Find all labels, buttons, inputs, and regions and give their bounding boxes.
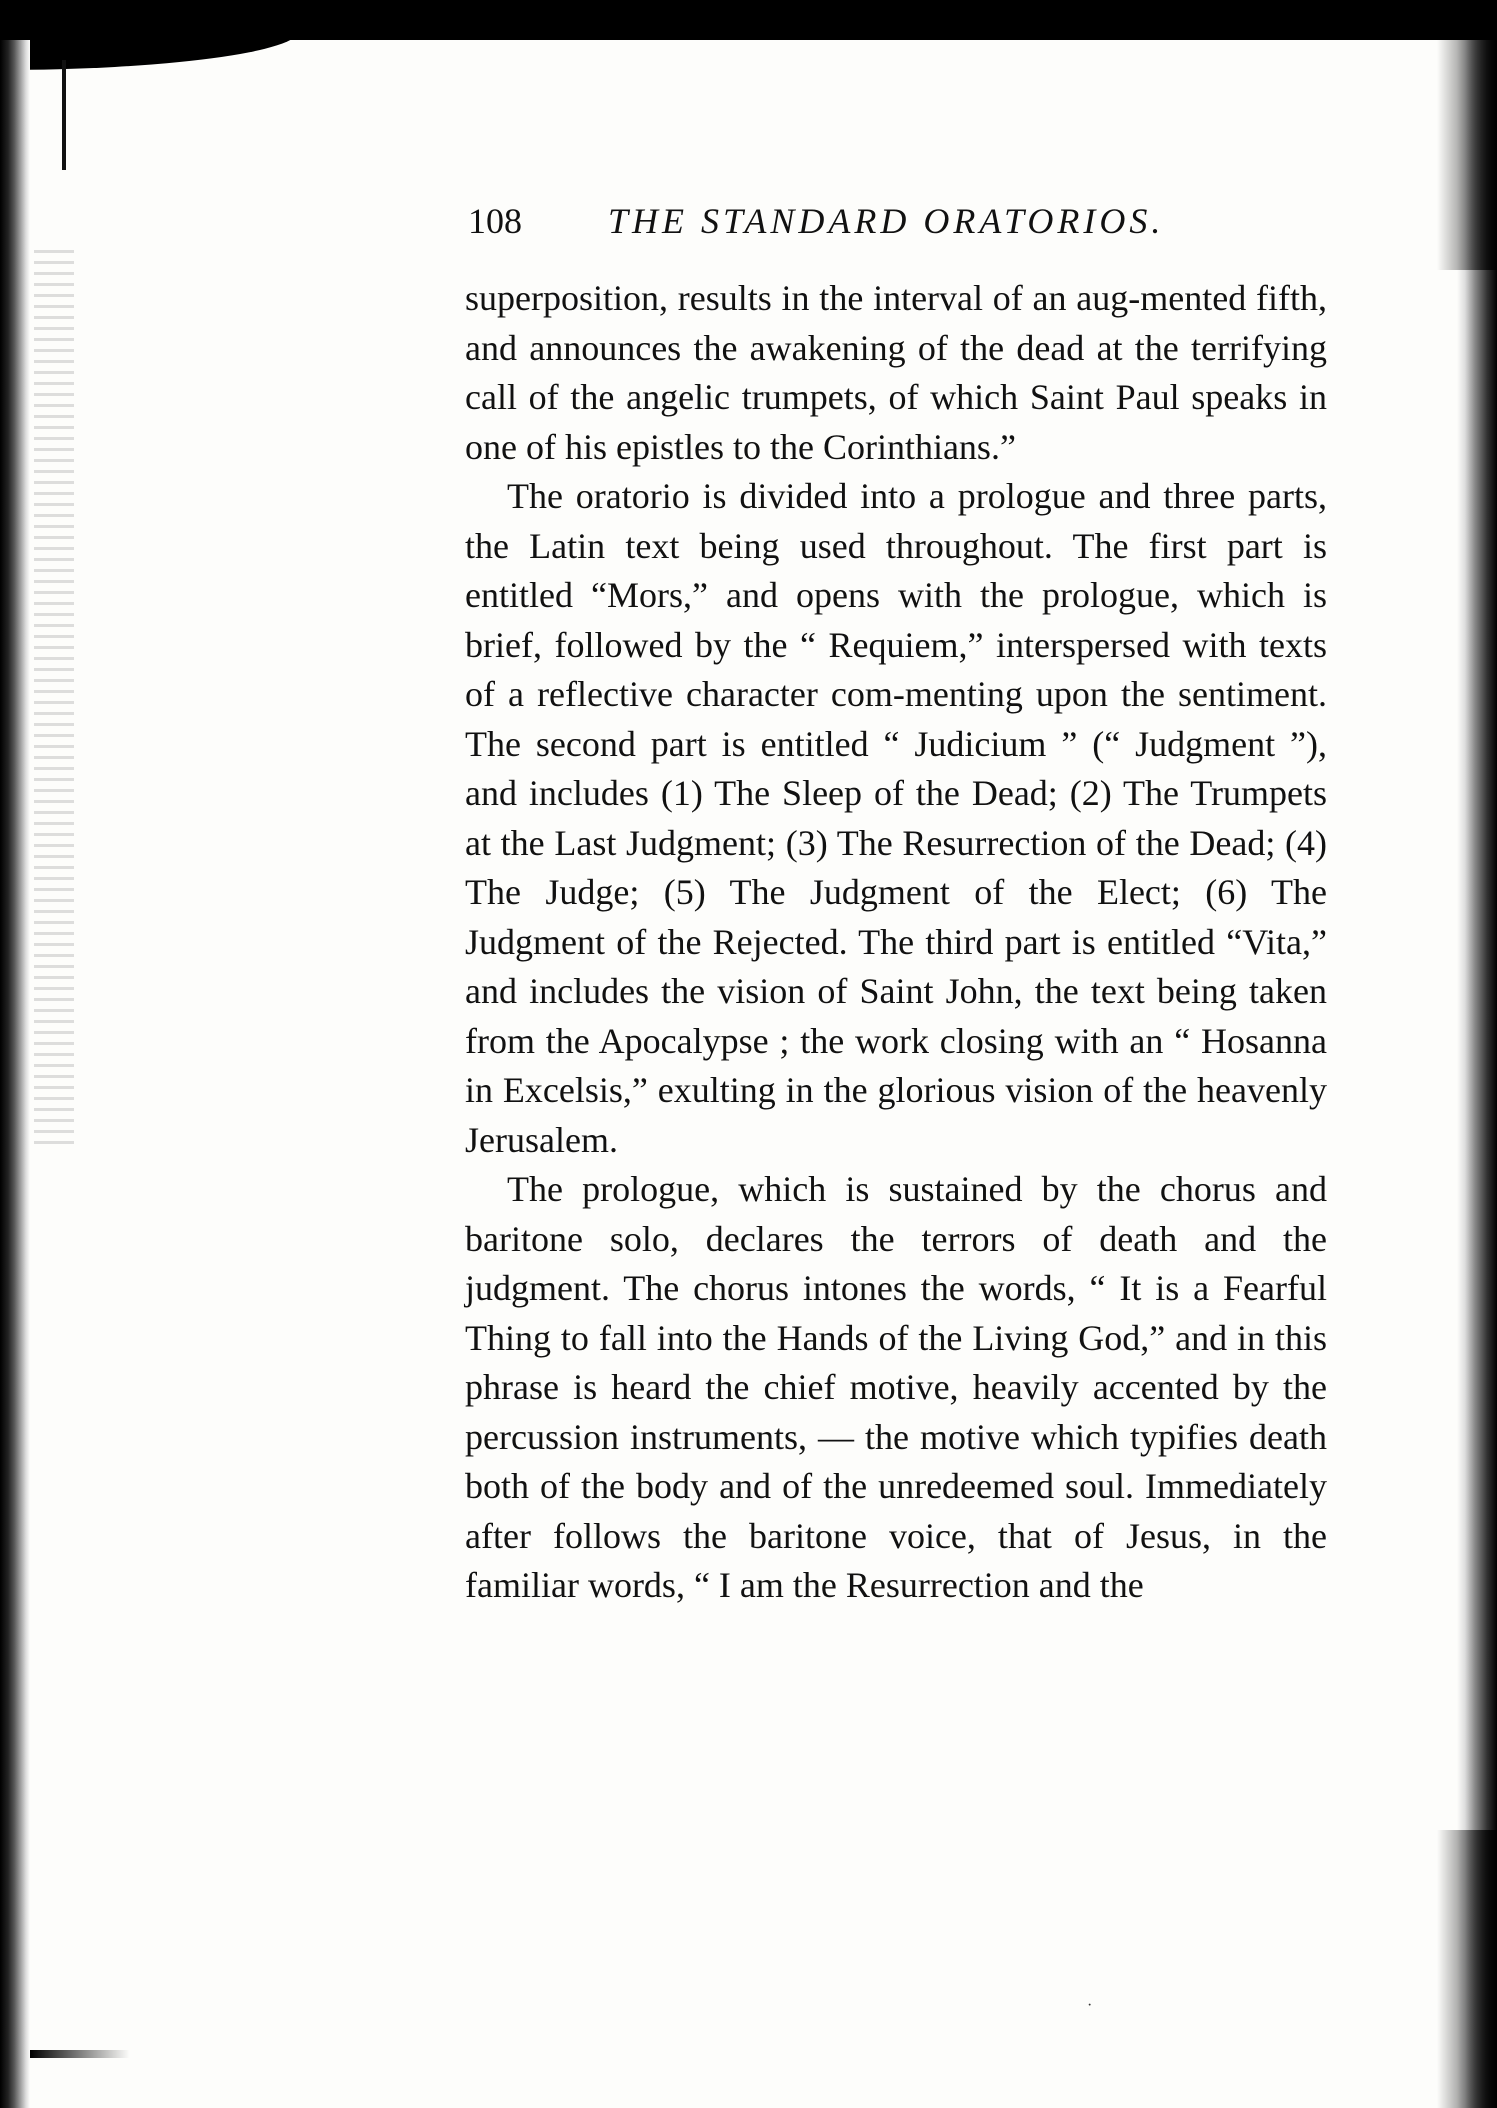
scan-top-curl [0,30,300,70]
scan-bottom-left-mark [30,2050,130,2058]
scan-right-top-shadow [1437,40,1497,270]
running-header [468,196,1318,246]
paragraph-oratorio-structure: The oratorio is divided into a prologue and three parts, the Latin text being used throughout. The first part is entitled “Mors,” and opens with the prologue, which is brief, followed by the “ Requiem,” interspersed with texts of a reflective character com-menting upon the sentiment. The second part is entitled “ Judicium ” (“ Judgment ”), and includes (1) The Sleep of the Dead; (2) The Trumpets at the Last Judgment; (3) The Resurrection of the Dead; (4) The Judge; (5) The Judgment of the Elect; (6) The Judgment of the Rejected. The third part is entitled “Vita,” and includes the vision of Saint John, the text being taken from the Apocalypse ; the work closing with an “ Hosanna in Excelsis,” exulting in the glorious vision of the heavenly Jerusalem. [465,476,1327,1160]
paragraph-prologue: The prologue, which is sustained by the chorus and baritone solo, declares the terrors of death and the judgment. The chorus intones the words, “ It is a Fearful Thing to fall into the Hands of the Living God,” and in this phrase is heard the chief motive, heavily accented by the percussion instruments, — the motive which typifies death both of the body and of the unredeemed soul. Immediately after follows the baritone voice, that of Jesus, in the familiar words, “ I am the Resurrection and the [465,1169,1327,1605]
scan-right-bottom-shadow [1437,1830,1497,2108]
paragraph-continued: superposition, results in the interval of an aug-mented fifth, and announces the awakening of the dead at the terrifying call of the angelic trumpets, of which Saint Paul speaks in one of his epistles to the Corinthians.” [465,278,1327,467]
body-text [465,274,1327,1611]
running-title: THE STANDARD ORATORIOS. [608,201,1165,241]
gutter-speckle [34,250,74,1150]
binding-mark [62,60,66,170]
page-number: 108 [468,201,522,241]
scan-right-edge [1457,40,1497,2108]
scan-left-edge [0,40,30,2108]
scan-speck: · [1087,1997,1093,2014]
